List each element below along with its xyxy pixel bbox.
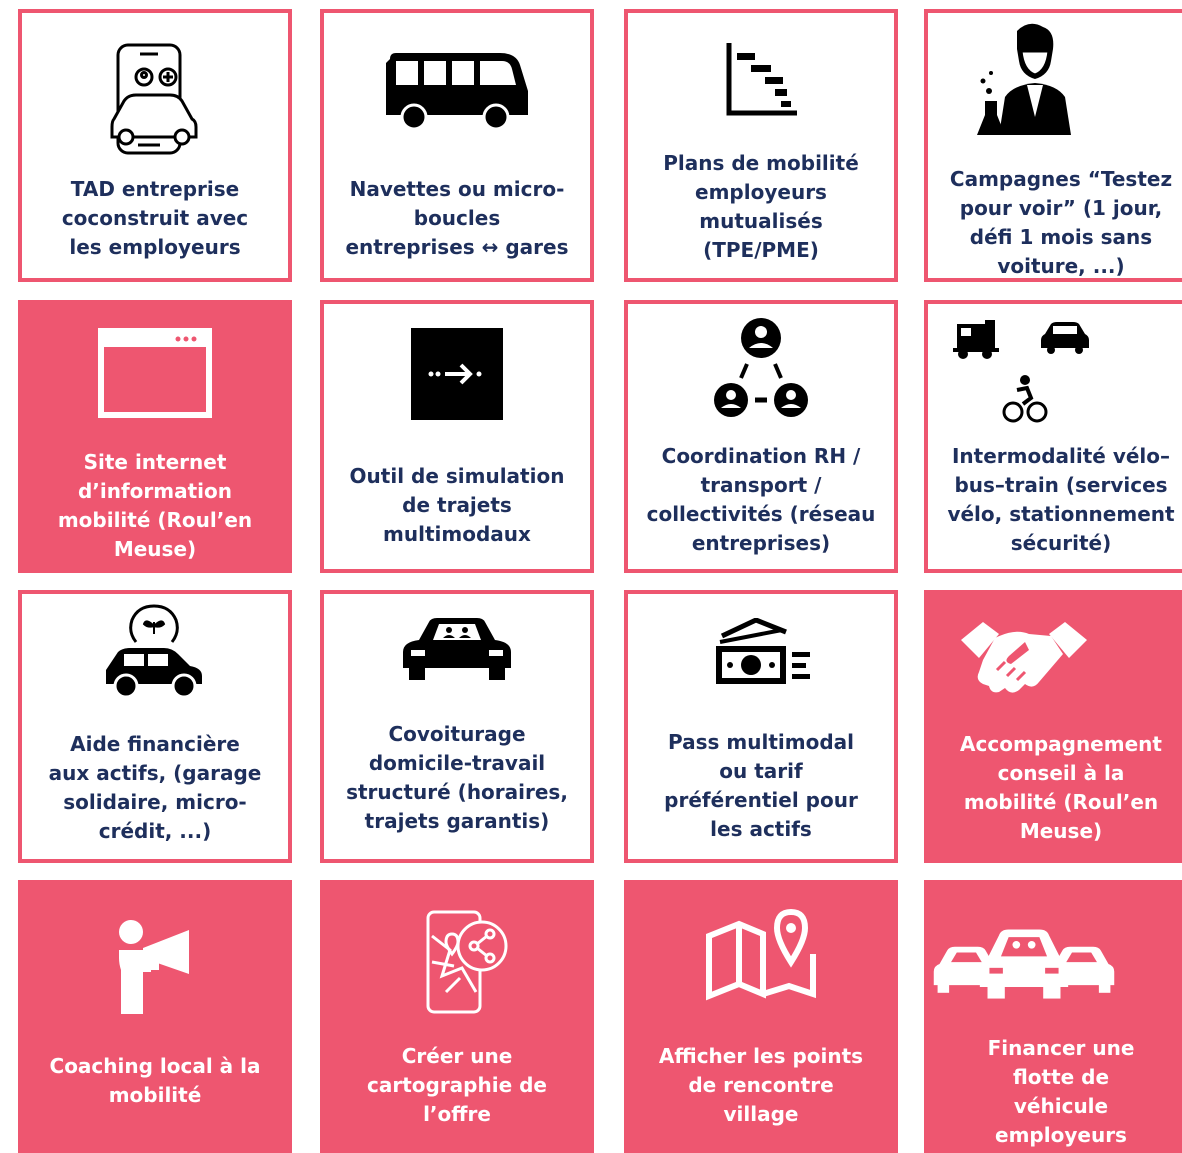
card-covoiturage (320, 590, 594, 863)
card-label: Site internet d’information mobilité (Roul’en Meuse) (57, 450, 253, 561)
gantt-chart-icon (628, 39, 894, 119)
card-label: Coaching local à la mobilité (49, 1054, 261, 1107)
card-label: Créer une cartographie de l’offre (366, 1044, 547, 1126)
megaphone-person-icon (22, 918, 288, 1016)
card-label: Aide financière aux actifs, (garage solidaire, micro- crédit, ...) (48, 732, 262, 843)
card-label: Pass multimodal ou tarif préférentiel pour les actifs (664, 730, 858, 841)
card-campagnes (924, 9, 1182, 282)
card-outil-simulation (320, 300, 594, 573)
card-points-rencontre (624, 880, 898, 1153)
browser-window-icon (22, 328, 288, 418)
card-cartographie (320, 880, 594, 1153)
card-label: Navettes ou micro- boucles entreprises ↔ gares (345, 177, 569, 259)
route-arrow-icon (324, 328, 590, 420)
card-label: Accompagnement conseil à la mobilité (Roul’en Meuse) (960, 732, 1162, 843)
card-label: TAD entreprise coconstruit avec les employeurs (61, 177, 249, 259)
card-label: Afficher les points de rencontre village (658, 1044, 864, 1126)
card-coordination (624, 300, 898, 573)
phone-car-icon (22, 41, 288, 161)
map-share-icon (324, 906, 590, 1016)
card-intermodalite (924, 300, 1182, 573)
card-label: Intermodalité vélo– bus–train (services vélo, stationnement sécurité) (947, 444, 1175, 555)
card-label: Campagnes “Testez pour voir” (1 jour, défi 1 mois sans voiture, ...) (949, 167, 1173, 278)
scientist-icon (928, 21, 1120, 137)
card-coaching (18, 880, 292, 1153)
card-label: Covoiturage domicile-travail structuré (horaires, trajets garantis) (346, 722, 568, 833)
map-pin-icon (628, 906, 894, 1002)
carpool-icon (324, 616, 590, 682)
fleet-icon (928, 924, 1120, 1004)
card-aide-financiere (18, 590, 292, 863)
card-label: Outil de simulation de trajets multimodaux (349, 464, 565, 546)
card-navettes (320, 9, 594, 282)
train-car-bike-icon (928, 318, 1120, 428)
card-label: Coordination RH / transport / collectivités (réseau entreprises) (646, 444, 876, 555)
card-site-internet (18, 300, 292, 573)
network-people-icon (628, 314, 894, 420)
card-label: Financer une flotte de véhicule employeurs (987, 1036, 1135, 1147)
bus-icon (324, 51, 590, 131)
money-icon (628, 618, 894, 688)
card-pass-multimodal (624, 590, 898, 863)
card-flotte-vehicule (924, 880, 1182, 1153)
card-plans-mobilite (624, 9, 898, 282)
handshake-icon (928, 618, 1120, 702)
eco-car-icon (22, 602, 288, 702)
card-label: Plans de mobilité employeurs mutualisés (TPE/PME) (663, 151, 859, 262)
card-accompagnement (924, 590, 1182, 863)
card-tad-entreprise (18, 9, 292, 282)
